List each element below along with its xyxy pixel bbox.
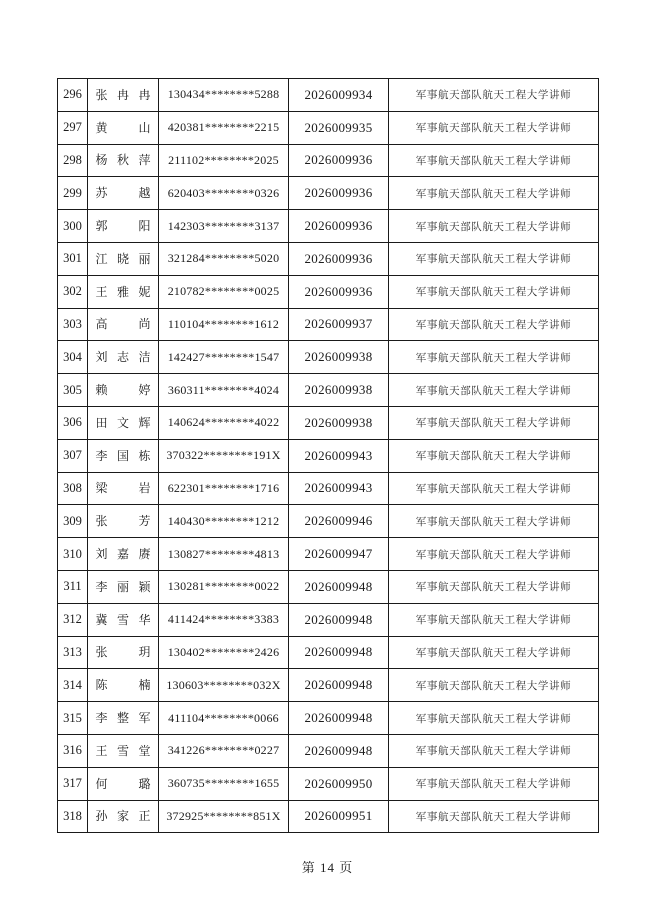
table-row bbox=[58, 308, 599, 341]
person-name: 张 芳 bbox=[95, 514, 151, 529]
position-title: 军事航天部队航天工程大学讲师 bbox=[389, 242, 599, 275]
id-number: 110104********1612 bbox=[159, 308, 289, 341]
id-number: 321284********5020 bbox=[159, 242, 289, 275]
table-row bbox=[58, 439, 599, 472]
person-name: 郭 阳 bbox=[95, 219, 151, 234]
id-number: 341226********0227 bbox=[159, 734, 289, 767]
person-name-cell bbox=[88, 603, 159, 636]
id-number: 130281********0022 bbox=[159, 570, 289, 603]
person-name-cell bbox=[88, 570, 159, 603]
table-row bbox=[58, 275, 599, 308]
table-row bbox=[58, 669, 599, 702]
person-name: 陈 楠 bbox=[95, 678, 151, 693]
table-row bbox=[58, 505, 599, 538]
certificate-number: 2026009948 bbox=[289, 702, 389, 735]
table-row bbox=[58, 406, 599, 439]
id-number: 372925********851X bbox=[159, 800, 289, 833]
certificate-number: 2026009938 bbox=[289, 341, 389, 374]
person-name-cell bbox=[88, 374, 159, 407]
position-title: 军事航天部队航天工程大学讲师 bbox=[389, 111, 599, 144]
id-number: 360735********1655 bbox=[159, 767, 289, 800]
row-number: 296 bbox=[58, 79, 88, 112]
person-name: 苏 越 bbox=[95, 186, 151, 201]
certificate-number: 2026009938 bbox=[289, 374, 389, 407]
position-title: 军事航天部队航天工程大学讲师 bbox=[389, 439, 599, 472]
person-name-cell bbox=[88, 636, 159, 669]
row-number: 311 bbox=[58, 570, 88, 603]
table-row bbox=[58, 472, 599, 505]
position-title: 军事航天部队航天工程大学讲师 bbox=[389, 603, 599, 636]
person-name-cell bbox=[88, 538, 159, 571]
person-name-cell bbox=[88, 439, 159, 472]
table-row bbox=[58, 570, 599, 603]
id-number: 140624********4022 bbox=[159, 406, 289, 439]
row-number: 303 bbox=[58, 308, 88, 341]
person-name-cell bbox=[88, 177, 159, 210]
certificate-number: 2026009936 bbox=[289, 275, 389, 308]
position-title: 军事航天部队航天工程大学讲师 bbox=[389, 702, 599, 735]
row-number: 314 bbox=[58, 669, 88, 702]
position-title: 军事航天部队航天工程大学讲师 bbox=[389, 570, 599, 603]
position-title: 军事航天部队航天工程大学讲师 bbox=[389, 79, 599, 112]
person-name: 刘 志 洁 bbox=[95, 350, 151, 365]
person-name: 冀 雪 华 bbox=[95, 612, 151, 627]
person-name: 高 尚 bbox=[95, 317, 151, 332]
id-number: 142303********3137 bbox=[159, 210, 289, 243]
page-number: 第 14 页 bbox=[301, 860, 354, 875]
table-row bbox=[58, 242, 599, 275]
id-number: 360311********4024 bbox=[159, 374, 289, 407]
person-name: 王 雪 堂 bbox=[95, 743, 151, 758]
row-number: 313 bbox=[58, 636, 88, 669]
person-name: 张 冉 冉 bbox=[95, 87, 151, 102]
person-name: 李 丽 颖 bbox=[95, 579, 151, 594]
id-number: 370322********191X bbox=[159, 439, 289, 472]
row-number: 300 bbox=[58, 210, 88, 243]
row-number: 308 bbox=[58, 472, 88, 505]
id-number: 130603********032X bbox=[159, 669, 289, 702]
certificate-number: 2026009934 bbox=[289, 79, 389, 112]
row-number: 312 bbox=[58, 603, 88, 636]
person-name-cell bbox=[88, 406, 159, 439]
person-name-cell bbox=[88, 144, 159, 177]
table-row bbox=[58, 800, 599, 833]
person-name: 李 整 军 bbox=[95, 711, 151, 726]
id-number: 142427********1547 bbox=[159, 341, 289, 374]
roster-table-body bbox=[58, 79, 599, 833]
person-name-cell bbox=[88, 702, 159, 735]
roster-table bbox=[57, 78, 599, 833]
row-number: 317 bbox=[58, 767, 88, 800]
table-row bbox=[58, 538, 599, 571]
row-number: 302 bbox=[58, 275, 88, 308]
certificate-number: 2026009946 bbox=[289, 505, 389, 538]
table-row bbox=[58, 111, 599, 144]
person-name-cell bbox=[88, 341, 159, 374]
person-name-cell bbox=[88, 79, 159, 112]
table-row bbox=[58, 210, 599, 243]
position-title: 军事航天部队航天工程大学讲师 bbox=[389, 210, 599, 243]
certificate-number: 2026009936 bbox=[289, 242, 389, 275]
row-number: 310 bbox=[58, 538, 88, 571]
table-row bbox=[58, 636, 599, 669]
person-name-cell bbox=[88, 308, 159, 341]
certificate-number: 2026009951 bbox=[289, 800, 389, 833]
position-title: 军事航天部队航天工程大学讲师 bbox=[389, 669, 599, 702]
person-name-cell bbox=[88, 505, 159, 538]
id-number: 140430********1212 bbox=[159, 505, 289, 538]
table-row bbox=[58, 341, 599, 374]
position-title: 军事航天部队航天工程大学讲师 bbox=[389, 505, 599, 538]
id-number: 411104********0066 bbox=[159, 702, 289, 735]
position-title: 军事航天部队航天工程大学讲师 bbox=[389, 538, 599, 571]
certificate-number: 2026009948 bbox=[289, 734, 389, 767]
certificate-number: 2026009948 bbox=[289, 603, 389, 636]
person-name: 江 晓 丽 bbox=[95, 251, 151, 266]
certificate-number: 2026009938 bbox=[289, 406, 389, 439]
id-number: 411424********3383 bbox=[159, 603, 289, 636]
row-number: 305 bbox=[58, 374, 88, 407]
table-row bbox=[58, 603, 599, 636]
certificate-number: 2026009937 bbox=[289, 308, 389, 341]
table-row bbox=[58, 177, 599, 210]
row-number: 306 bbox=[58, 406, 88, 439]
id-number: 130827********4813 bbox=[159, 538, 289, 571]
row-number: 315 bbox=[58, 702, 88, 735]
id-number: 420381********2215 bbox=[159, 111, 289, 144]
person-name-cell bbox=[88, 210, 159, 243]
position-title: 军事航天部队航天工程大学讲师 bbox=[389, 275, 599, 308]
position-title: 军事航天部队航天工程大学讲师 bbox=[389, 636, 599, 669]
position-title: 军事航天部队航天工程大学讲师 bbox=[389, 734, 599, 767]
person-name: 田 文 辉 bbox=[95, 415, 151, 430]
person-name: 张 玥 bbox=[95, 645, 151, 660]
position-title: 军事航天部队航天工程大学讲师 bbox=[389, 144, 599, 177]
row-number: 318 bbox=[58, 800, 88, 833]
person-name: 梁 岩 bbox=[95, 481, 151, 496]
certificate-number: 2026009947 bbox=[289, 538, 389, 571]
certificate-number: 2026009948 bbox=[289, 636, 389, 669]
row-number: 298 bbox=[58, 144, 88, 177]
position-title: 军事航天部队航天工程大学讲师 bbox=[389, 374, 599, 407]
table-row bbox=[58, 702, 599, 735]
certificate-number: 2026009935 bbox=[289, 111, 389, 144]
person-name-cell bbox=[88, 111, 159, 144]
position-title: 军事航天部队航天工程大学讲师 bbox=[389, 406, 599, 439]
person-name-cell bbox=[88, 669, 159, 702]
person-name: 孙 家 正 bbox=[95, 809, 151, 824]
person-name: 黄 山 bbox=[95, 120, 151, 135]
position-title: 军事航天部队航天工程大学讲师 bbox=[389, 308, 599, 341]
certificate-number: 2026009943 bbox=[289, 439, 389, 472]
row-number: 299 bbox=[58, 177, 88, 210]
table-row bbox=[58, 144, 599, 177]
person-name: 杨 秋 萍 bbox=[95, 153, 151, 168]
row-number: 301 bbox=[58, 242, 88, 275]
row-number: 297 bbox=[58, 111, 88, 144]
id-number: 130434********5288 bbox=[159, 79, 289, 112]
position-title: 军事航天部队航天工程大学讲师 bbox=[389, 177, 599, 210]
id-number: 622301********1716 bbox=[159, 472, 289, 505]
id-number: 211102********2025 bbox=[159, 144, 289, 177]
row-number: 309 bbox=[58, 505, 88, 538]
person-name-cell bbox=[88, 472, 159, 505]
id-number: 210782********0025 bbox=[159, 275, 289, 308]
table-row bbox=[58, 79, 599, 112]
person-name: 刘 嘉 赓 bbox=[95, 547, 151, 562]
certificate-number: 2026009936 bbox=[289, 144, 389, 177]
position-title: 军事航天部队航天工程大学讲师 bbox=[389, 341, 599, 374]
person-name: 赖 婷 bbox=[95, 383, 151, 398]
certificate-number: 2026009943 bbox=[289, 472, 389, 505]
row-number: 316 bbox=[58, 734, 88, 767]
table-row bbox=[58, 767, 599, 800]
person-name: 王 雅 妮 bbox=[95, 284, 151, 299]
row-number: 307 bbox=[58, 439, 88, 472]
person-name-cell bbox=[88, 800, 159, 833]
row-number: 304 bbox=[58, 341, 88, 374]
certificate-number: 2026009950 bbox=[289, 767, 389, 800]
certificate-number: 2026009948 bbox=[289, 570, 389, 603]
person-name: 何 璐 bbox=[95, 776, 151, 791]
person-name-cell bbox=[88, 275, 159, 308]
position-title: 军事航天部队航天工程大学讲师 bbox=[389, 800, 599, 833]
person-name-cell bbox=[88, 734, 159, 767]
person-name-cell bbox=[88, 767, 159, 800]
table-row bbox=[58, 374, 599, 407]
person-name: 李 国 栋 bbox=[95, 448, 151, 463]
position-title: 军事航天部队航天工程大学讲师 bbox=[389, 767, 599, 800]
id-number: 130402********2426 bbox=[159, 636, 289, 669]
id-number: 620403********0326 bbox=[159, 177, 289, 210]
certificate-number: 2026009948 bbox=[289, 669, 389, 702]
person-name-cell bbox=[88, 242, 159, 275]
table-row bbox=[58, 734, 599, 767]
certificate-number: 2026009936 bbox=[289, 210, 389, 243]
position-title: 军事航天部队航天工程大学讲师 bbox=[389, 472, 599, 505]
certificate-number: 2026009936 bbox=[289, 177, 389, 210]
